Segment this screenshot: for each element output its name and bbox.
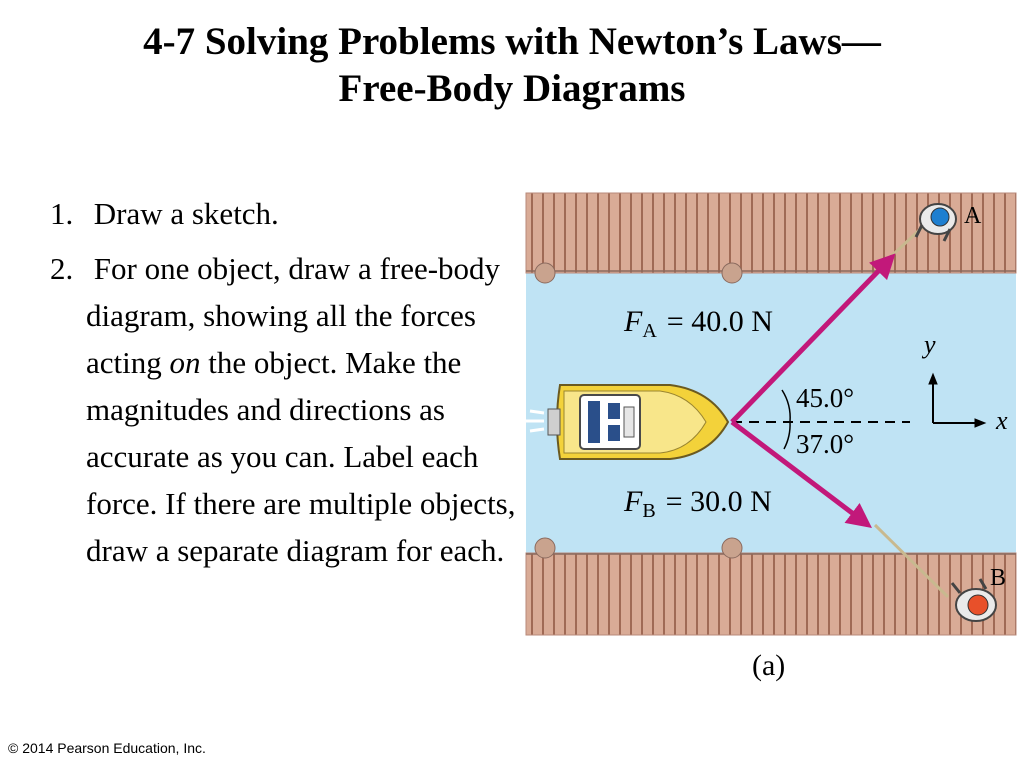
step-text-2-after: the object. Make the magnitudes and directions as accurate as you can. Label each force. If there are multiple objects, draw a separate diagram for each. bbox=[86, 345, 516, 568]
force-b-value: = 30.0 N bbox=[665, 485, 772, 518]
axis-y-label: y bbox=[924, 330, 936, 359]
copyright-notice: © 2014 Pearson Education, Inc. bbox=[8, 740, 206, 756]
slide-title-line-1: 4-7 Solving Problems with Newton’s Laws— bbox=[143, 20, 881, 63]
figure-caption: (a) bbox=[752, 649, 786, 682]
slide-title-line-2: Free-Body Diagrams bbox=[338, 67, 686, 110]
step-item-2 bbox=[50, 245, 520, 574]
angle-b-label: 37.0° bbox=[796, 429, 855, 459]
bottom-dock bbox=[526, 553, 1016, 635]
angle-a-label: 45.0° bbox=[796, 383, 855, 413]
step-text-1: Draw a sketch. bbox=[93, 196, 279, 231]
force-a-symbol: F bbox=[624, 305, 643, 338]
free-body-figure bbox=[520, 185, 1020, 695]
axis-x-label: x bbox=[996, 406, 1008, 435]
person-a-label: A bbox=[964, 203, 982, 229]
person-b-label: B bbox=[990, 565, 1007, 591]
step-number-1: 1. bbox=[50, 196, 74, 231]
force-b-symbol: F bbox=[624, 485, 643, 518]
bollard-icon bbox=[535, 263, 555, 283]
boat-diagram bbox=[520, 185, 1020, 695]
bollard-icon bbox=[722, 538, 742, 558]
steps-list bbox=[50, 190, 520, 582]
step-text-2-emphasis: on bbox=[169, 345, 201, 380]
force-b-subscript: B bbox=[642, 500, 656, 522]
step-item-1 bbox=[50, 190, 520, 237]
slide-title bbox=[40, 18, 984, 112]
step-text-2-before: For one object, draw a free-body diagram, showing all the forces acting bbox=[86, 251, 501, 380]
bollard-icon bbox=[535, 538, 555, 558]
force-a-value: = 40.0 N bbox=[666, 305, 773, 338]
force-a-subscript: A bbox=[642, 320, 657, 342]
bollard-icon bbox=[722, 263, 742, 283]
step-number-2: 2. bbox=[50, 251, 74, 286]
